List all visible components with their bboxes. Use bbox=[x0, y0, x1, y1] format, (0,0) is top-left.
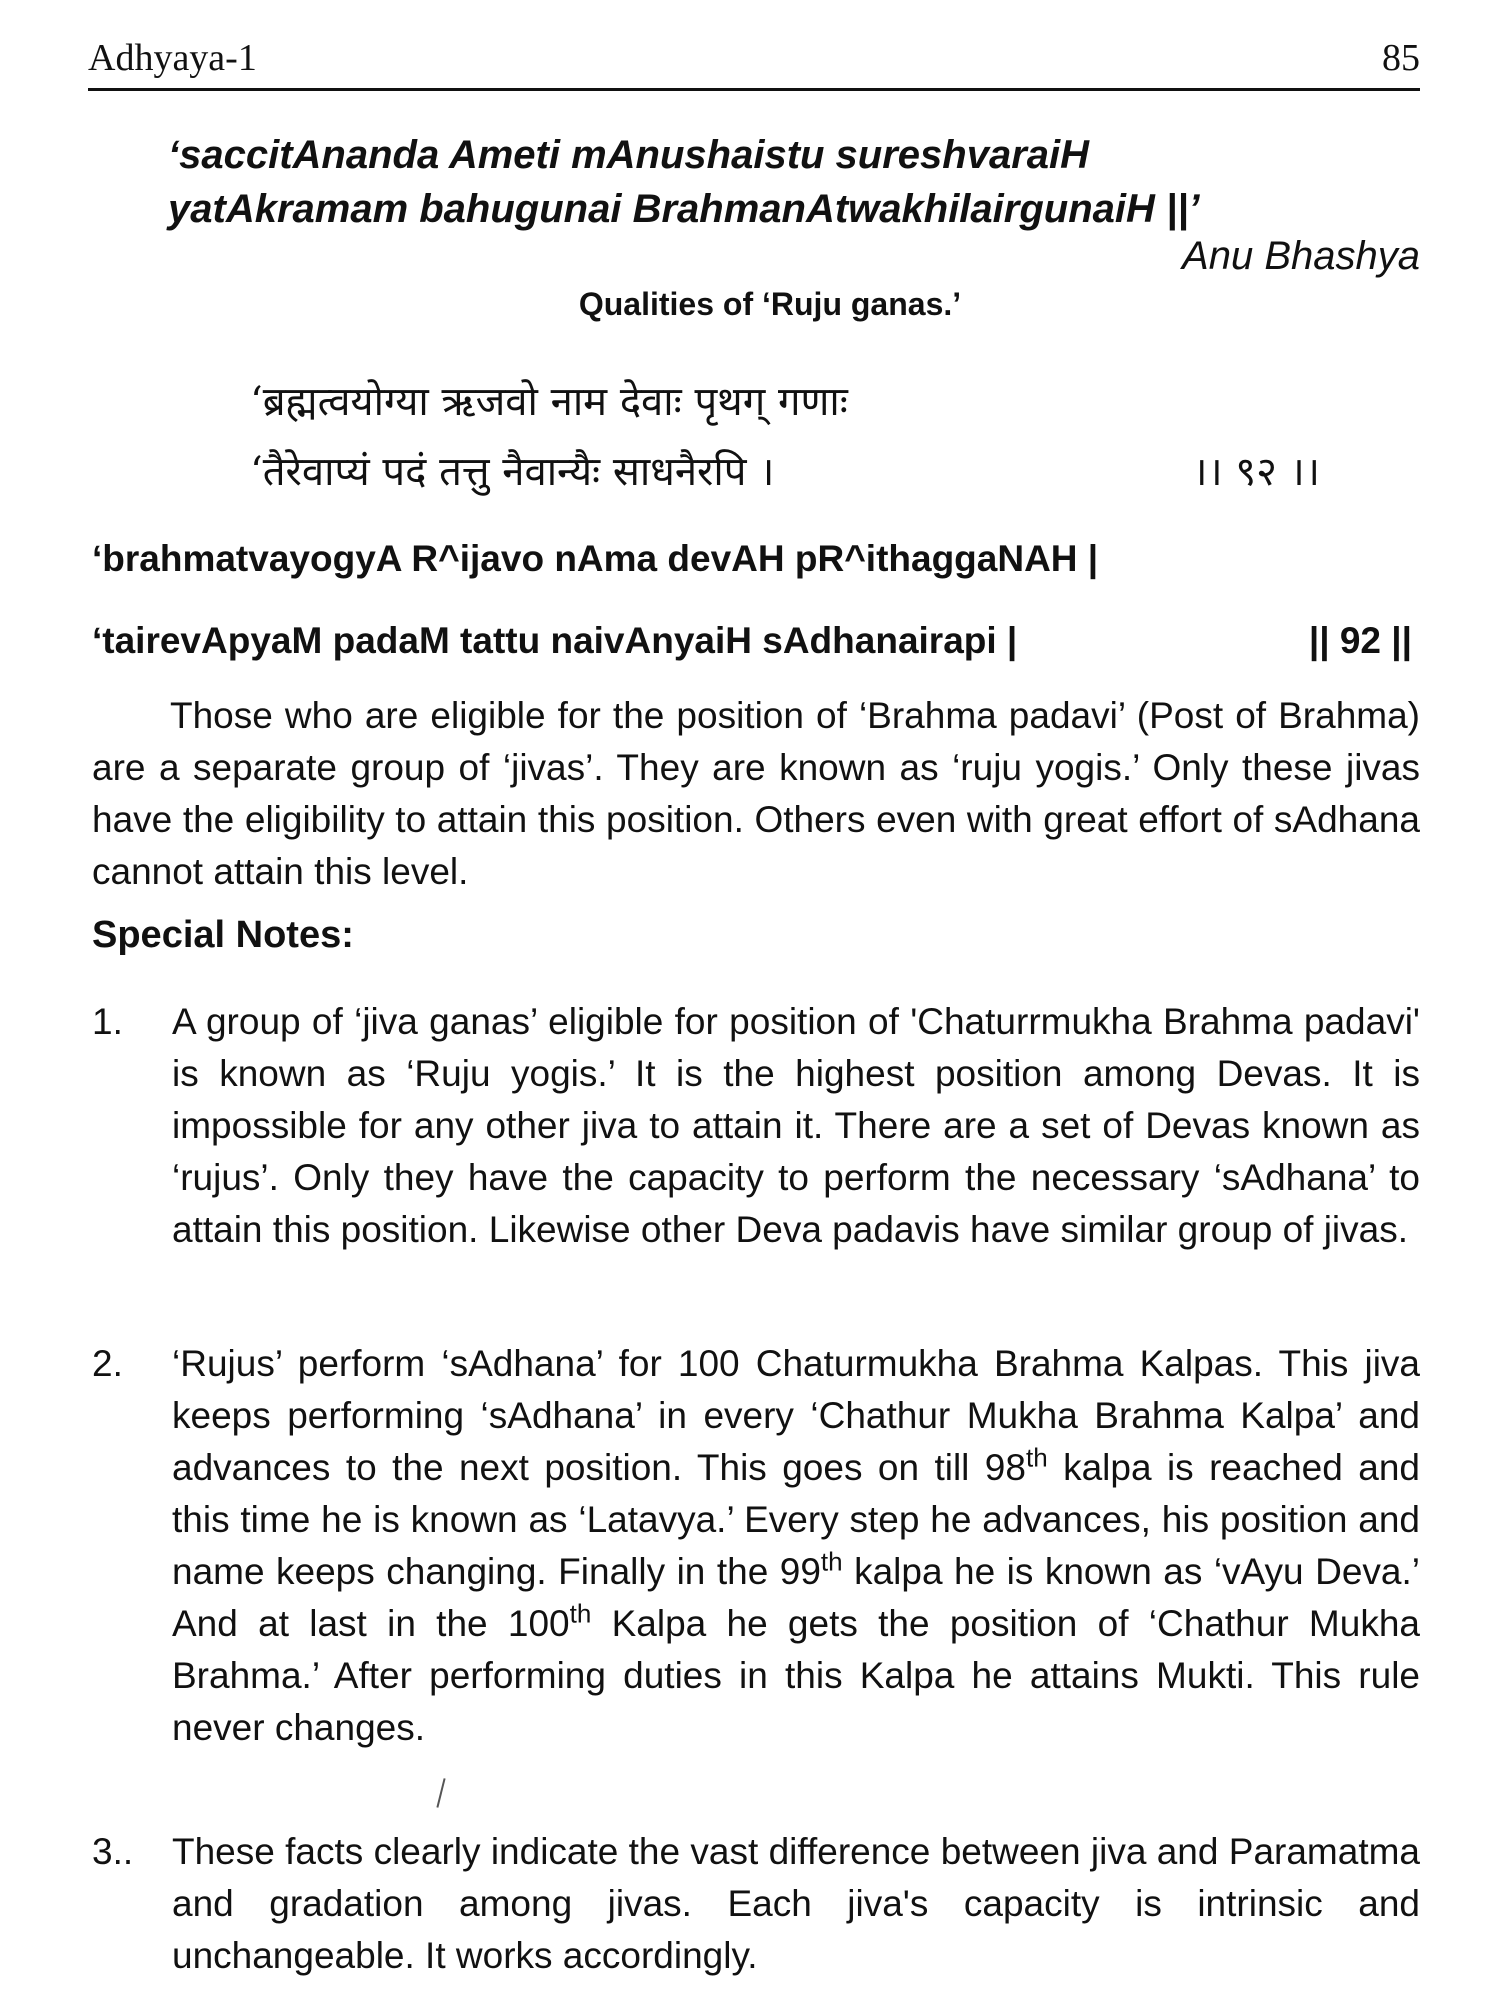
sanskrit-line-1 bbox=[250, 372, 1320, 427]
note-2-part-3: kalpa he is known as ‘vAyu Deva.’ And at last in the 100 bbox=[172, 1551, 1420, 1644]
quote-line-2: yatAkramam bahugunai BrahmanAtwakhilairgunaiH ||’ bbox=[168, 187, 1200, 231]
note-text-3: These facts clearly indicate the vast difference between jiva and Paramatma and gradation among jivas. Each jiva's capacity is intrinsic and unchangeable. It works accordingly. bbox=[172, 1831, 1420, 1976]
transliteration-verse-number: || 92 || bbox=[1308, 620, 1412, 661]
note-2-part-2: kalpa is reached and this time he is known as ‘Latavya.’ Every step he advances, his position and name keeps changing. Finally in the 99 bbox=[172, 1447, 1420, 1592]
chapter-title: Adhyaya-1 bbox=[88, 37, 257, 79]
note-text-1: A group of ‘jiva ganas’ eligible for position of 'Chaturrmukha Brahma padavi' is known as ‘Ruju yogis.’ It is the highest position among Devas. It is impossible for any other jiva to attain it. There are a set of Devas known as ‘rujus’. Only they have the capacity to perform the necessary ‘sAdhana’ to attain this position. Likewise other Deva padavis have similar group of jivas. bbox=[172, 1001, 1420, 1250]
page-header bbox=[88, 32, 1420, 91]
special-notes-title: Special Notes: bbox=[92, 914, 354, 956]
note-number-3: 3.. bbox=[92, 1831, 134, 1872]
sanskrit-verse-number: ।। ९२ ।। bbox=[1192, 449, 1320, 495]
transliteration-text-2: ‘tairevApyaM padaM tattu naivAnyaiH sAdhanairapi | bbox=[92, 620, 1018, 661]
quote-source: Anu Bhashya bbox=[1182, 234, 1420, 278]
quote-block bbox=[168, 128, 1420, 236]
sanskrit-text-2: ‘तैरेवाप्यं पदं तत्तु नैवान्यैः साधनैरपि । bbox=[250, 449, 775, 495]
note-item-2 bbox=[92, 1338, 1420, 1754]
quote-line-1: ‘saccitAnanda Ameti mAnushaistu sureshvaraiH bbox=[168, 133, 1090, 177]
note-2-sup-1: th bbox=[1025, 1442, 1048, 1473]
transliteration-line-2 bbox=[92, 620, 1420, 662]
note-number-2: 2. bbox=[92, 1343, 123, 1384]
transliteration-line-1 bbox=[92, 538, 1420, 580]
note-2-sup-2: th bbox=[820, 1546, 843, 1577]
sanskrit-line-2 bbox=[250, 442, 1320, 497]
note-2-sup-3: th bbox=[569, 1598, 592, 1629]
sanskrit-text-1: ‘ब्रह्मत्वयोग्या ऋजवो नाम देवाः पृथग् गणाः bbox=[250, 379, 848, 425]
transliteration-text-1: ‘brahmatvayogyA R^ijavo nAma devAH pR^ithaggaNAH | bbox=[92, 538, 1099, 579]
section-subheading: Qualities of ‘Ruju ganas.’ bbox=[578, 286, 962, 322]
note-text-2 bbox=[172, 1338, 1420, 1754]
note-2-part-1: ‘Rujus’ perform ‘sAdhana’ for 100 Chaturmukha Brahma Kalpas. This jiva keeps performing ‘sAdhana’ in every ‘Chathur Mukha Brahma Kalpa’ and advances to the next position. This goes on till 98 bbox=[172, 1343, 1420, 1488]
explanation-paragraph: Those who are eligible for the position of ‘Brahma padavi’ (Post of Brahma) are a separate group of ‘jivas’. They are known as ‘ruju yogis.’ Only these jivas have the eligibility to attain this position. Others even with great effort of sAdhana cannot attain this level. bbox=[92, 695, 1420, 892]
page-number: 85 bbox=[1382, 37, 1420, 79]
note-number-1: 1. bbox=[92, 1001, 123, 1042]
note-2-part-4: Kalpa he gets the position of ‘Chathur Mukha Brahma.’ After performing duties in this Kalpa he attains Mukti. This rule never changes. bbox=[172, 1603, 1420, 1748]
stray-pen-mark bbox=[436, 1778, 445, 1808]
note-item-1 bbox=[92, 996, 1420, 1256]
note-item-3 bbox=[92, 1826, 1420, 1982]
